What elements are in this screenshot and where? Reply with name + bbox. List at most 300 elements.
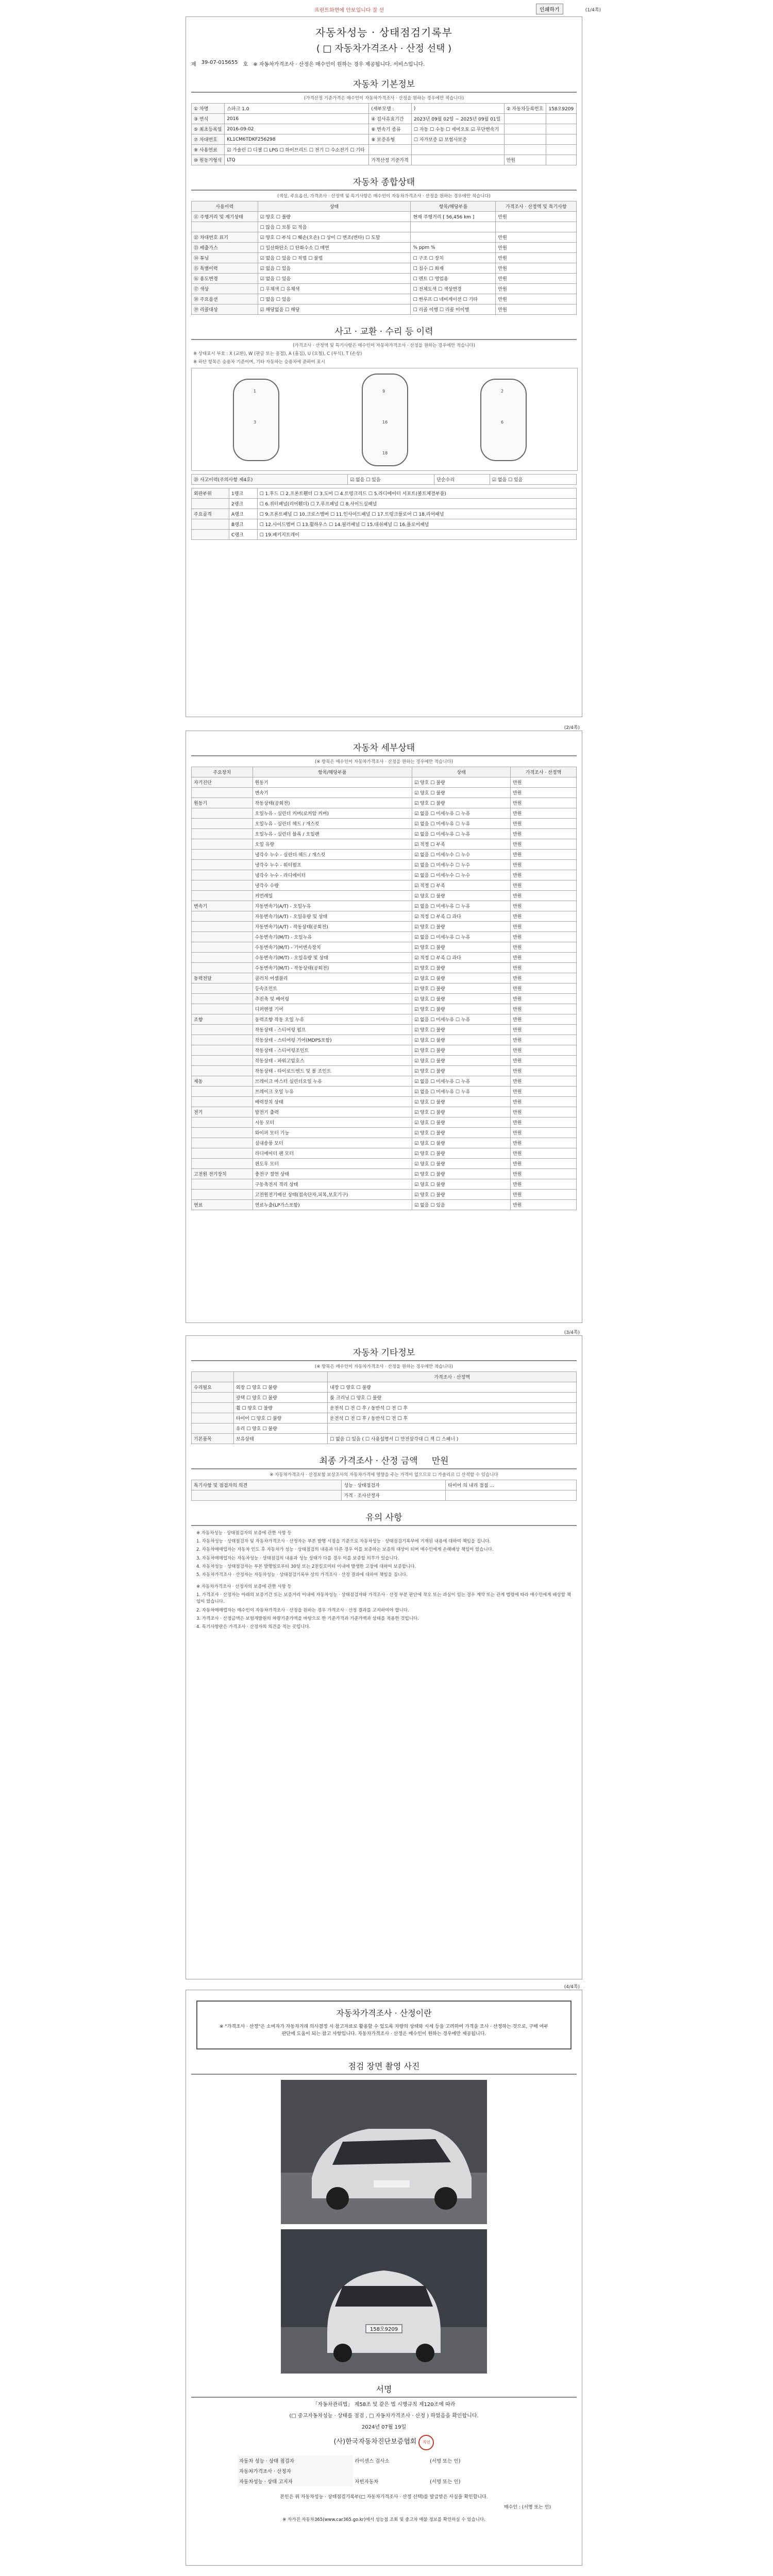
table-row: [192, 1423, 577, 1434]
table-cell: ☑ 양호 ☐ 불량: [412, 1056, 511, 1066]
table-cell: 수동변속기(M/T) - 오일유량 및 상태: [253, 953, 412, 963]
table-cell: 가격 · 조사산정자: [342, 1490, 446, 1501]
table-cell: 만원: [496, 274, 577, 284]
table-cell: [192, 1490, 342, 1501]
table-header-cell: 상태: [258, 201, 411, 212]
table-cell: LTQ: [225, 155, 369, 165]
table-cell: 특기사항 및 점검자의 의견: [192, 1480, 342, 1490]
table-row: [192, 1179, 577, 1190]
table-cell: ☑ 없음 ☐ 미세누유 ☐ 누유: [412, 829, 511, 839]
table-cell: 커먼레일: [253, 891, 412, 901]
status-note: (색상, 주요옵션, 가격조사 · 산정액 및 특기사항은 매수인이 자동차가격조사 · 산정을 원하는 경우에만 적습니다): [277, 194, 491, 199]
table-row: [192, 963, 577, 973]
table-row: [192, 509, 577, 519]
table-cell: [328, 1423, 577, 1434]
notice-item: 3. 가격조사 · 산정금액은 보험개발원의 차량기준가액을 바탕으로 한 기준가격과 기준가액과 상태를 적용한 것입니다.: [196, 1616, 419, 1621]
table-cell: 만원: [511, 1097, 577, 1107]
table-header-cell: 주요장치: [192, 767, 253, 777]
table-cell: ☑ 양호 ☐ 불량: [412, 1148, 511, 1159]
table-cell: 작동상태 - 스티어링 기어(MDPS포함): [253, 1035, 412, 1045]
table-cell: 브레이크 오일 누유: [253, 1087, 412, 1097]
table-cell: 고전원 전기장치: [192, 1169, 253, 1179]
table-cell: [192, 922, 253, 932]
table-row: [192, 901, 577, 911]
table-cell: ☐ 없음 ☐ 있음 ( ☐ 사용설명서 ☐ 안전삼각대 ☐ 잭 ☐ 스패너 ): [328, 1434, 577, 1444]
footer-info: ※ 자가진 자동차365(www.car365.go.kr)에서 성능점 조회 및 중고차 매물 정보를 확인하실 수 있습니다.: [282, 2517, 485, 2522]
table-cell: ☐ 12.사이드멤버 ☐ 13.휠하우스 ☐ 14.필러패널 ☐ 15.대쉬패널 ☐ 16.플로어패널: [257, 519, 576, 530]
table-cell: 만원: [511, 932, 577, 942]
table-row: [192, 932, 577, 942]
table-row: [192, 243, 577, 253]
table-row: [238, 2455, 495, 2466]
org-stamp: 직인: [418, 2435, 434, 2450]
table-row: [192, 942, 577, 953]
basic-info-note: (가격산정 기준가격은 매수인이 자동차가격조사 · 산정을 원하는 경우에만 적습니다): [304, 96, 464, 101]
table-cell: ⑩ 원동기형식: [192, 155, 225, 165]
footer-buyer: 매수인 : (서명 또는 인): [503, 2505, 551, 2511]
table-cell: ⑫ 차대번호 표기: [192, 232, 258, 243]
table-cell: 추진축 및 베어링: [253, 994, 412, 1004]
detail-title: 자동차 세부상태: [191, 740, 577, 756]
table-cell: ⑳ 사고이력(주의사항 제4호): [192, 474, 348, 485]
table-row: [192, 798, 577, 808]
price-info-desc: ※ "가격조사 · 산정"은 소비자가 자동차거래 의사결정 시 참고자료로 활용할 수 있도록 차량의 상태와 시세 등을 고려하여 가격을 조사 · 산정하는 것으로, 구매 여부 판단에 도움이 되는 참고 사항입니다. 자동차가격조사 · 산정은 매수인이 원하는 경우에만 제공됩니다.: [220, 2024, 548, 2037]
table-row: [238, 2476, 495, 2486]
table-cell: ☑ 양호 ☐ 불량: [412, 891, 511, 901]
table-cell: 만원: [511, 1035, 577, 1045]
table-row: [192, 488, 577, 499]
table-cell: ☑ 없음 ☐ 있음: [490, 474, 576, 485]
table-row: [192, 499, 577, 509]
etc-title: 자동차 기타정보: [191, 1345, 577, 1361]
table-cell: [192, 1025, 253, 1035]
price-info-box: [196, 2001, 572, 2049]
table-cell: [504, 134, 546, 145]
status-title: 자동차 종합상태: [191, 175, 577, 191]
table-header-cell: [233, 1372, 327, 1382]
table-cell: 냉각수 누수 - 실린더 헤드 / 개스킷: [253, 850, 412, 860]
table-cell: 만원: [511, 1159, 577, 1169]
table-cell: ⑦ 차대번호: [192, 134, 225, 145]
table-cell: ☑ 없음 ☐ 미세누수 ☐ 누수: [412, 850, 511, 860]
table-cell: [192, 1138, 253, 1148]
table-header-cell: 상태: [412, 767, 511, 777]
table-cell: 외판부위: [192, 488, 229, 499]
table-cell: ☑ 양호 ☐ 불량: [412, 1190, 511, 1200]
table-cell: [192, 953, 253, 963]
table-header-cell: 항목/해당부품: [253, 767, 412, 777]
table-row: [192, 1076, 577, 1087]
table-cell: 만원: [511, 777, 577, 788]
table-cell: ): [411, 104, 504, 114]
table-header-row: [192, 201, 577, 212]
table-row: [192, 222, 577, 232]
table-cell: ☑ 없음 ☐ 미세누수 ☐ 누수: [412, 870, 511, 880]
table-cell: ☑ 없음 ☐ 미세누유 ☐ 누유: [412, 1087, 511, 1097]
table-cell: 자동변속기(A/T) - 오일유량 및 상태: [253, 911, 412, 922]
table-cell: [192, 984, 253, 994]
table-cell: 만원: [504, 155, 546, 165]
table-row: [192, 104, 577, 114]
footer-confirm: 본인은 위 자동차성능 · 상태점검기록부(□ 자동차가격조사 · 산정 선택)를 발급받은 사실을 확인합니다.: [280, 2495, 488, 2500]
table-cell: 디퍼렌셜 기어: [253, 1004, 412, 1014]
table-cell: ☑ 적정 ☐ 부족: [412, 839, 511, 850]
table-row: [192, 788, 577, 798]
final-price-title: 최종 가격조사 · 산정 금액 만원: [191, 1453, 577, 1469]
accident-title: 사고 · 교환 · 수리 등 이력: [191, 324, 577, 340]
table-row: [238, 2466, 495, 2476]
table-cell: 1랭크: [229, 488, 258, 499]
detail-note: (※ 항목은 매수인이 자동차가격조사 · 산정을 원하는 경우에만 적습니다): [315, 759, 453, 765]
table-cell: ☐ 자동 ☐ 수동 ☐ 세미오토 ☑ 무단변속기: [411, 124, 504, 134]
table-cell: ☑ 양호 ☐ 불량: [412, 1117, 511, 1128]
panel-number: 18: [382, 451, 388, 455]
table-cell: ☑ 양호 ☐ 부식 ☐ 훼손(오손) ☐ 상이 ☐ 변조(변타) ☐ 도말: [258, 232, 411, 243]
table-cell: 만원: [511, 1169, 577, 1179]
table-row: [192, 1382, 577, 1393]
table-cell: 실내송풍 모터: [253, 1138, 412, 1148]
table-cell: [192, 1179, 253, 1190]
notice-item: 2. 자동차매매업자는 매수인이 자동차가격조사 · 산정을 원하는 경우 가격조사 · 산정 결과를 고지하여야 합니다.: [196, 1607, 409, 1613]
table-cell: ☑ 양호 ☐ 불량: [412, 984, 511, 994]
table-cell: 만원: [511, 1200, 577, 1210]
table-cell: 자동차가격조사 · 산정자: [238, 2466, 353, 2476]
table-cell: 만원: [511, 1087, 577, 1097]
table-cell: 오일누유 - 실린더 커버(로커암 커버): [253, 808, 412, 819]
table-cell: % ppm %: [411, 243, 496, 253]
table-row: [192, 1035, 577, 1045]
page-label: (2/4쪽): [564, 725, 580, 731]
table-cell: 자동변속기(A/T) - 오일누유: [253, 901, 412, 911]
table-cell: [504, 124, 546, 134]
table-cell: [192, 530, 229, 540]
table-row: [192, 984, 577, 994]
table-cell: 수동변속기(M/T) - 기어변속장치: [253, 942, 412, 953]
table-cell: 냉각수 누수 - 라디에이터: [253, 870, 412, 880]
table-cell: [411, 232, 496, 243]
table-cell: ☐ 무채색 ☐ 유채색: [258, 284, 411, 294]
table-cell: ☑ 양호 ☐ 불량: [412, 973, 511, 984]
print-button[interactable]: 인쇄하기: [536, 4, 563, 14]
table-cell: 만원: [511, 1138, 577, 1148]
table-cell: 만원: [496, 294, 577, 304]
table-cell: 냉각수 수량: [253, 880, 412, 891]
table-cell: 만원: [511, 973, 577, 984]
table-cell: 변속기: [192, 901, 253, 911]
table-cell: [192, 1117, 253, 1128]
table-cell: 작동상태 - 스티어링 펌프: [253, 1025, 412, 1035]
table-cell: 수동변속기(M/T) - 작동상태(공회전): [253, 963, 412, 973]
table-cell: 동력조향 작동 오일 누유: [253, 1014, 412, 1025]
table-cell: [192, 911, 253, 922]
table-cell: [546, 155, 577, 165]
panel-number: 3: [254, 420, 257, 425]
table-row: [192, 819, 577, 829]
table-cell: ② 자동차등록번호: [504, 104, 546, 114]
table-cell: 작동상태 - 타이로드엔드 및 볼 조인트: [253, 1066, 412, 1076]
table-cell: ☑ 양호 ☐ 불량: [412, 1004, 511, 1014]
table-cell: [192, 1393, 234, 1403]
table-cell: 작동상태 - 파워고압호스: [253, 1056, 412, 1066]
table-cell: 현재 주행거리 [ 56,456 km ]: [411, 212, 496, 222]
table-cell: [369, 145, 411, 155]
table-cell: ☐ 1.후드 ☐ 2.프론트휀더 ☐ 3.도어 ☐ 4.트렁크리드 ☐ 5.라디에이터 서포트(볼트체결부품): [257, 488, 576, 499]
table-cell: 라디에이터 팬 모터: [253, 1148, 412, 1159]
price-info-title: 자동차가격조사 · 산정이란: [336, 2008, 432, 2018]
table-cell: ☑ 없음 ☐ 미세누유 ☐ 누유: [412, 932, 511, 942]
table-cell: ☑ 없음 ☐ 있음 ☐ 적법 ☐ 불법: [258, 253, 411, 263]
table-cell: [192, 1004, 253, 1014]
table-row: [192, 870, 577, 880]
table-cell: 만원: [511, 1128, 577, 1138]
table-cell: ☐ 렌트 ☐ 영업용: [411, 274, 496, 284]
table-row: [192, 124, 577, 134]
page-label: (3/4쪽): [564, 1330, 580, 1335]
table-cell: 원동기: [192, 798, 253, 808]
final-price-unit: 만원: [431, 1456, 449, 1466]
table-cell: ☑ 양호 ☐ 불량: [412, 798, 511, 808]
table-cell: ☑ 양호 ☐ 불량: [412, 1066, 511, 1076]
table-cell: ☑ 해당없음 ☐ 해당: [258, 304, 411, 315]
table-cell: ⑪ 주행거리 및 계기상태: [192, 212, 258, 222]
table-cell: ⑯ 용도변경: [192, 274, 258, 284]
table-cell: ☑ 양호 ☐ 불량: [412, 1128, 511, 1138]
table-cell: 클러치 어셈블리: [253, 973, 412, 984]
table-cell: 만원: [511, 1066, 577, 1076]
table-cell: 유리 ☐ 양호 ☐ 불량: [233, 1423, 327, 1434]
page-3: [186, 1330, 582, 1979]
table-cell: ☐ 많음 ☐ 보통 ☑ 적음: [258, 222, 411, 232]
table-cell: [504, 145, 546, 155]
photo-title: 점검 장면 촬영 사진: [191, 2060, 577, 2075]
table-cell: [192, 1190, 253, 1200]
table-cell: 내장 ☐ 양호 ☐ 불량: [328, 1382, 577, 1393]
table-cell: [192, 891, 253, 901]
table-row: [192, 1014, 577, 1025]
table-cell: ☐ 구조 ☐ 장치: [411, 253, 496, 263]
table-cell: [192, 1423, 234, 1434]
table-cell: [504, 114, 546, 124]
table-cell: ☑ 적정 ☐ 부족: [412, 880, 511, 891]
table-cell: ☑ 없음 ☐ 미세누유 ☐ 누유: [412, 819, 511, 829]
table-cell: 룸 크리닝 ☐ 양호 ☐ 불량: [328, 1393, 577, 1403]
table-cell: 만원: [511, 1025, 577, 1035]
table-row: [192, 1056, 577, 1066]
table-cell: 만원: [511, 860, 577, 870]
accident-note: (가격조사 · 산정액 및 특기사항은 매수인이 자동차가격조사 · 산정을 원하는 경우에만 적습니다): [293, 343, 475, 348]
table-cell: 타이어 의 내리 점점 ...: [446, 1480, 577, 1490]
table-cell: 만원: [511, 994, 577, 1004]
table-cell: ⑬ 배출가스: [192, 243, 258, 253]
table-cell: 오일누유 - 실린더 블록 / 오일팬: [253, 829, 412, 839]
table-cell: ☑ 없음 ☐ 미세누유 ☐ 누유: [412, 808, 511, 819]
page-2: [186, 725, 582, 1323]
table-cell: 2023년 09월 02일 ~ 2025년 09월 01일: [411, 114, 504, 124]
table-cell: ⑨ 사용연료: [192, 145, 225, 155]
table-cell: 자기진단: [192, 777, 253, 788]
table-row: [192, 953, 577, 963]
table-cell: [192, 1045, 253, 1056]
table-row: [192, 1025, 577, 1035]
table-cell: [192, 819, 253, 829]
table-cell: [546, 134, 577, 145]
table-cell: 광택 ☐ 양호 ☐ 불량: [233, 1393, 327, 1403]
table-row: [192, 474, 577, 485]
table-row: [192, 519, 577, 530]
table-cell: 만원: [511, 829, 577, 839]
table-cell: ☑ 양호 ☐ 불량: [412, 1045, 511, 1056]
table-cell: 배력장치 상태: [253, 1097, 412, 1107]
table-row: [192, 114, 577, 124]
table-cell: 만원: [511, 850, 577, 860]
table-row: [192, 1403, 577, 1413]
table-cell: 만원: [511, 1004, 577, 1014]
table-row: [192, 1393, 577, 1403]
table-cell: 2016: [225, 114, 369, 124]
table-cell: ☐ 일산화탄소 ☐ 탄화수소 ☐ 매연: [258, 243, 411, 253]
table-cell: 만원: [511, 1179, 577, 1190]
table-cell: [192, 1056, 253, 1066]
document-subtitle: ( □ 자동차가격조사 · 산정 선택 ): [316, 43, 452, 54]
table-cell: ☑ 없음 ☐ 있음: [412, 1200, 511, 1210]
table-cell: [192, 222, 258, 232]
table-row: [192, 1434, 577, 1444]
table-cell: [192, 1066, 253, 1076]
table-cell: [192, 994, 253, 1004]
table-cell: ☑ 없음 ☐ 있음: [348, 474, 434, 485]
table-cell: [192, 1128, 253, 1138]
table-cell: ☑ 양호 ☐ 불량: [412, 1097, 511, 1107]
table-cell: 냉각수 누수 - 워터펌프: [253, 860, 412, 870]
inspection-photo-front: [281, 2080, 487, 2224]
notice-heading-2: ※ 자동차가격조사 · 산정자의 보증에 관한 사항 등: [196, 1584, 292, 1590]
panel-number: 16: [382, 420, 388, 425]
sign-table: [238, 2455, 495, 2486]
page-1: [186, 16, 582, 717]
table-cell: ☐ 자가보증 ☑ 보험사보증: [411, 134, 504, 145]
table-cell: ☐ 19.패키지트레이: [257, 530, 576, 540]
table-row: [192, 1066, 577, 1076]
table-cell: 제동: [192, 1076, 253, 1087]
table-header-cell: 가격조사 · 산정액: [511, 767, 577, 777]
license-plate: 158오9209: [369, 2327, 398, 2332]
table-cell: ☑ 양호 ☐ 불량: [412, 777, 511, 788]
table-cell: ☑ 양호 ☐ 불량: [412, 1025, 511, 1035]
sign-org: (사)한국자동차진단보증협회 직인: [186, 2435, 582, 2450]
table-cell: 기본품목: [192, 1434, 234, 1444]
table-cell: 만원: [511, 819, 577, 829]
table-header-cell: [192, 1372, 234, 1382]
table-cell: 고전원전기배선 상태(접속단자,피복,보호기구): [253, 1190, 412, 1200]
table-cell: 만원: [511, 963, 577, 973]
table-row: [192, 212, 577, 222]
table-cell: ☐ 9.프론트패널 ☐ 10.크로스멤버 ☐ 11.인사이드패널 ☐ 17.트렁크플로어 ☐ 18.리어패널: [257, 509, 576, 519]
basic-info-table: [191, 103, 577, 165]
table-cell: [353, 2466, 428, 2476]
table-cell: 라이센스 검사소: [355, 2459, 390, 2464]
table-cell: 와이퍼 모터 기능: [253, 1128, 412, 1138]
table-cell: [192, 499, 229, 509]
table-cell: [192, 1097, 253, 1107]
notice-item: 3. 자동차매매업자는 자동차성능 · 상태점검의 내용과 성능 상태가 다를 경우 이를 보증할 의무가 있습니다.: [196, 1555, 399, 1561]
table-row: [192, 973, 577, 984]
table-cell: 성능 · 상태점검자: [342, 1480, 446, 1490]
table-cell: 조향: [192, 1014, 253, 1025]
table-cell: [192, 1035, 253, 1045]
table-row: [192, 1128, 577, 1138]
table-cell: ☑ 양호 ☐ 불량: [412, 963, 511, 973]
doc-no-label: 제: [191, 62, 196, 67]
table-cell: ⑥ 변속기 종류: [369, 124, 411, 134]
table-row: [192, 1148, 577, 1159]
table-cell: 연료누출(LP가스포함): [253, 1200, 412, 1210]
table-cell: 주요골격: [192, 509, 229, 519]
table-cell: 만원: [496, 243, 577, 253]
table-cell: [192, 850, 253, 860]
status-table: [191, 201, 577, 315]
sign-title: 서명: [191, 2383, 577, 2398]
accident-summary-table: [191, 474, 577, 485]
table-cell: 원동기: [253, 777, 412, 788]
table-cell: ⑮ 특별이력: [192, 263, 258, 274]
table-cell: 만원: [511, 839, 577, 850]
table-cell: [192, 860, 253, 870]
table-cell: 작동상태 - 스티어링조인트: [253, 1045, 412, 1056]
table-cell: 등속조인트: [253, 984, 412, 994]
table-row: [192, 860, 577, 870]
table-row: [192, 1087, 577, 1097]
table-cell: 만원: [511, 1148, 577, 1159]
notice-title: 유의 사항: [191, 1510, 577, 1526]
table-cell: [546, 145, 577, 155]
table-cell: ☑ 없음 ☐ 있음: [258, 274, 411, 284]
table-cell: [546, 124, 577, 134]
table-cell: 충전구 절연 상태: [253, 1169, 412, 1179]
table-cell: 단순수리: [434, 474, 490, 485]
table-cell: ☑ 없음 ☐ 미세누유 ☐ 누유: [412, 901, 511, 911]
table-cell: ☑ 가솔린 ☐ 디젤 ☐ LPG ☐ 하이브리드 ☐ 전기 ☐ 수소전기 ☐ 기타: [225, 145, 369, 155]
table-cell: 만원: [496, 232, 577, 243]
table-row: [192, 777, 577, 788]
table-cell: 수리필요: [192, 1382, 234, 1393]
panel-number: 9: [382, 389, 385, 394]
table-row: [192, 1097, 577, 1107]
table-cell: 만원: [511, 1045, 577, 1056]
table-row: [192, 232, 577, 243]
table-cell: KL1CM6TDKF256298: [225, 134, 369, 145]
panel-number: 1: [254, 389, 257, 394]
special-table: [191, 1480, 577, 1501]
car-rear-photo: [281, 2229, 487, 2374]
table-cell: ☑ 양호 ☐ 불량: [412, 1138, 511, 1148]
table-cell: [192, 839, 253, 850]
table-cell: A랭크: [229, 509, 258, 519]
table-cell: 연료: [192, 1200, 253, 1210]
table-row: [192, 253, 577, 263]
table-cell: ③ 연식: [192, 114, 225, 124]
table-cell: ☑ 양호 ☐ 불량: [412, 994, 511, 1004]
table-header-row: [192, 1372, 577, 1382]
table-row: [192, 829, 577, 839]
table-cell: 변속기: [253, 788, 412, 798]
table-cell: 보유상태: [233, 1434, 327, 1444]
etc-table: [191, 1371, 577, 1444]
inspection-photo-rear: [281, 2229, 487, 2374]
table-cell: ☑ 없음 ☐ 미세누유 ☐ 누유: [412, 1076, 511, 1087]
table-row: [192, 1480, 577, 1490]
panel-number: 2: [501, 389, 504, 394]
table-cell: ☑ 없음 ☐ 미세누유 ☐ 누유: [412, 1014, 511, 1025]
